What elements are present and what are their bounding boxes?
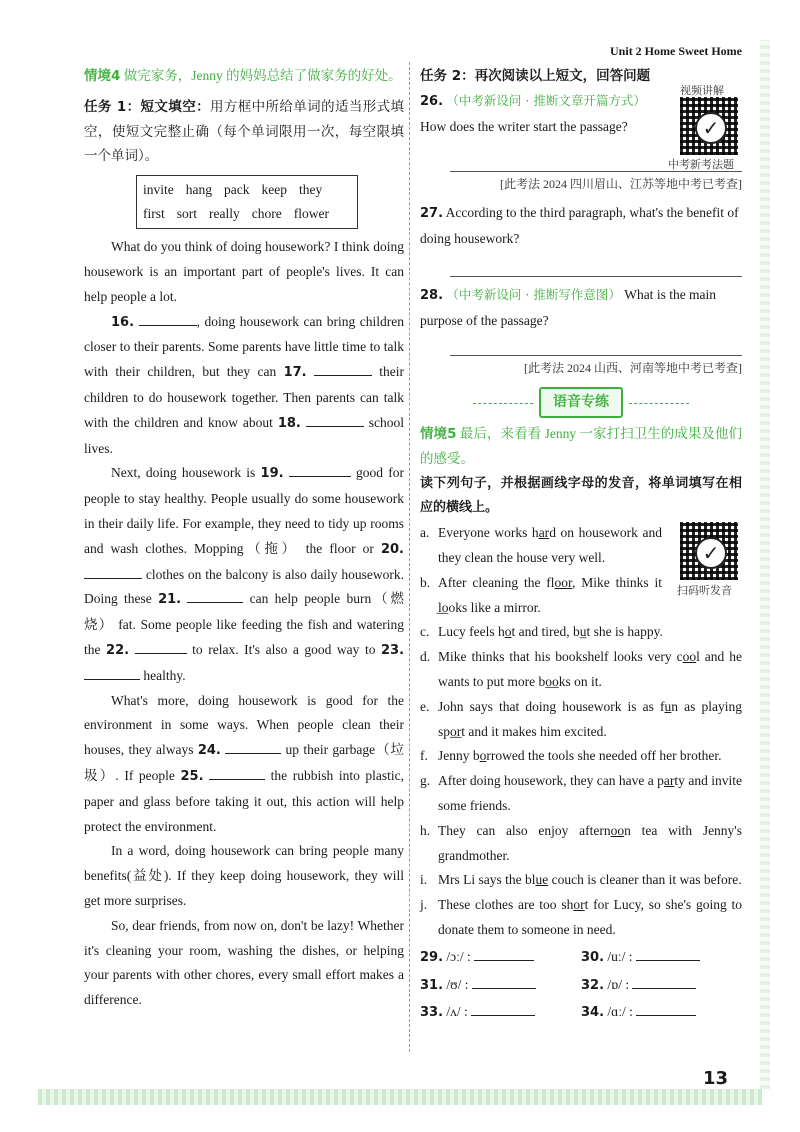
paragraph-text: clothes on the balcony is also daily housework. Doing these	[84, 566, 405, 607]
sentence-letter: h.	[420, 822, 431, 838]
sentence-part: couch is cleaner than it was before.	[548, 872, 742, 888]
check-icon: ✓	[695, 537, 727, 569]
answer-line-27[interactable]	[450, 266, 742, 277]
phonetic-symbol: /ɒ/ :	[607, 976, 630, 992]
sentence-item	[420, 744, 742, 769]
answer-number: 30.	[581, 949, 605, 965]
word: invite	[143, 182, 174, 198]
answer-number: 34.	[581, 1005, 605, 1021]
answer-number: 31.	[420, 977, 444, 993]
blank-number-16: 16.	[111, 314, 135, 330]
sentence-text	[438, 893, 742, 943]
word: chore	[251, 206, 282, 222]
sentence-part: Everyone works h	[438, 525, 539, 541]
underlined-letters: ar	[663, 773, 675, 789]
sentence-item	[420, 868, 742, 893]
sentence-part: Mrs Li says the bl	[438, 872, 536, 888]
blank-number-18: 18.	[277, 415, 301, 431]
blank-19[interactable]	[289, 462, 351, 477]
sentence-part: l and he wants to put more bo̲o̲ks on it.	[438, 649, 742, 689]
answer-blank[interactable]	[471, 1001, 535, 1016]
sentence-letter: e.	[420, 698, 430, 714]
sentence-part: t and tired, bu̲t she is happy.	[511, 624, 663, 640]
sentence-part: John says that doing housework is as f	[438, 698, 665, 714]
qr-code-audio[interactable]	[680, 522, 738, 580]
answer-number: 33.	[420, 1005, 444, 1021]
sentence-part: ty and invite some friends.	[438, 773, 742, 813]
context-4	[84, 64, 404, 89]
phonetic-symbol: /ʌ/ :	[446, 1004, 468, 1020]
word: flower	[293, 206, 329, 222]
word: sort	[176, 206, 197, 222]
blank-25[interactable]	[209, 765, 265, 780]
answer-blank[interactable]	[636, 1001, 696, 1016]
sentence-item	[420, 769, 742, 819]
underlined-letters: oo	[682, 649, 697, 665]
exam-note-2: [此考法 2024 山西、河南等地中考已考查]	[524, 361, 742, 376]
blank-18[interactable]	[306, 412, 364, 427]
word-row-1	[143, 178, 351, 202]
answer-line-28[interactable]	[450, 345, 742, 356]
blank-16[interactable]	[139, 311, 197, 326]
task-1	[84, 95, 404, 169]
decorative-side-bar	[760, 40, 770, 1089]
paragraph-text: good for people to stay healthy. People usually do some housework in their daily life. For example, they need to tidy up rooms and wash clothes. Mopping（拖） the floor or	[84, 465, 405, 556]
sentence-part: They can also enjoy aftern	[438, 822, 611, 838]
sentence-part: Jenny b	[438, 748, 480, 764]
sentence-letter: a.	[420, 525, 430, 541]
underlined-letters: o	[479, 748, 487, 764]
unit-header: Unit 2 Home Sweet Home	[610, 44, 742, 58]
blank-number-23: 23.	[381, 642, 405, 658]
answer-33	[420, 1000, 581, 1026]
sentence-item	[420, 620, 742, 645]
word: keep	[261, 182, 287, 198]
left-column	[84, 64, 404, 1013]
sentence-text	[438, 695, 742, 745]
sentence-part: These clothes are too sh	[438, 897, 574, 913]
sentence-part: t for Lucy, so she's going to donate them to someone in need.	[438, 897, 742, 937]
sentence-part: After doing housework, they can have a p	[438, 773, 664, 789]
answer-grid	[420, 945, 742, 1026]
underlined-letters: oo	[610, 822, 625, 838]
blank-21[interactable]	[187, 588, 243, 603]
underlined-letters: ar	[538, 525, 550, 541]
context-4-text: 做完家务，Jenny 的妈妈总结了做家务的好处。	[123, 68, 402, 83]
task-1-label: 任务 1：短文填空：	[84, 98, 210, 115]
underlined-letters: o	[504, 624, 512, 640]
sentence-text	[438, 769, 742, 819]
question-text: What is the main purpose of the passage?	[420, 286, 717, 328]
check-icon: ✓	[695, 112, 727, 144]
paragraph-4	[84, 689, 404, 840]
page-number: 13	[702, 1068, 728, 1089]
sentence-text	[438, 819, 742, 869]
question-tag: （中考新设问 · 推断写作意图）	[446, 286, 621, 302]
blank-number-20: 20.	[380, 541, 404, 557]
answer-blank[interactable]	[472, 974, 536, 989]
context-5-text: 最后，来看看 Jenny 一家打扫卫生的成果及他们的感受。	[420, 425, 742, 466]
word: pack	[224, 182, 250, 198]
answer-number: 29.	[420, 949, 444, 965]
sentence-part: rrowed the tools she needed off her brother.	[486, 748, 722, 764]
sentence-text	[438, 868, 742, 893]
word: first	[143, 206, 165, 222]
question-text: According to the third paragraph, what's the benefit of doing housework?	[420, 205, 739, 246]
question-28	[420, 283, 742, 334]
blank-22[interactable]	[135, 639, 187, 654]
paragraph-1: What do you think of doing housework? I think doing housework is an important part of people's lives. It can help people a lot.	[84, 239, 404, 304]
paragraph-text: to relax. It's also a good way to	[192, 641, 376, 657]
answer-29	[420, 945, 581, 971]
sentence-text	[438, 744, 742, 769]
sentence-letter: b.	[420, 574, 431, 590]
paragraph-text: the rubbish into plastic, paper and glass before taking it out, this action will help protect the environment.	[84, 767, 405, 834]
answer-31	[420, 973, 581, 999]
answer-blank[interactable]	[632, 974, 696, 989]
blank-24[interactable]	[225, 739, 281, 754]
word-box	[136, 175, 358, 229]
paragraph-text: healthy.	[143, 667, 186, 683]
answer-row	[420, 1000, 742, 1026]
context-5-label: 情境5	[420, 425, 457, 442]
phonetic-symbol: /ʊ/ :	[446, 976, 469, 992]
sentence-letter: d.	[420, 649, 431, 665]
section-title	[420, 387, 742, 418]
word: really	[209, 206, 240, 222]
underlined-letters: oor	[554, 574, 573, 590]
paragraph-6: So, dear friends, from now on, don't be lazy! Whether it's cleaning your room, washing the dishes, or helping your parents with other chores, every small effort makes a difference.	[84, 917, 404, 1008]
question-number: 26.	[420, 93, 444, 109]
answer-row	[420, 945, 742, 971]
sentence-text	[438, 645, 742, 695]
sentence-item	[420, 695, 742, 745]
paragraph-3	[84, 461, 404, 688]
sentence-part: After cleaning the fl	[438, 574, 555, 590]
qr-audio-label: 扫码听发音	[677, 584, 732, 597]
sentence-text	[438, 521, 662, 571]
blank-17[interactable]	[314, 361, 372, 376]
paragraph-text: school lives.	[84, 414, 404, 456]
qr-exam-label: 中考新考法题	[668, 158, 734, 171]
paragraph-text: Next, doing housework is	[111, 465, 256, 481]
word: hang	[185, 182, 212, 198]
blank-number-24: 24.	[197, 743, 221, 759]
blank-23[interactable]	[84, 665, 140, 680]
column-divider	[409, 62, 410, 1052]
sentence-part: n as playing spo̲r̲t and it makes him excited.	[438, 698, 742, 739]
paragraph-text: up their garbage（垃圾）. If people	[84, 742, 405, 783]
answer-30	[581, 945, 742, 971]
qr-code-video[interactable]	[680, 97, 738, 155]
sentence-part: Lucy feels h	[438, 624, 505, 640]
phonetic-symbol: /uː/ :	[607, 948, 633, 964]
answer-blank[interactable]	[474, 946, 534, 961]
exam-note-1: [此考法 2024 四川眉山、江苏等地中考已考查]	[500, 177, 742, 192]
answer-32	[581, 973, 742, 999]
sentence-letter: c.	[420, 624, 430, 640]
question-27	[420, 201, 742, 252]
answer-34	[581, 1000, 742, 1026]
sentence-text	[438, 620, 742, 645]
context-4-label: 情境4	[84, 68, 121, 84]
paragraph-5: In a word, doing housework can bring people many benefits(益处). If they keep doing housework, they will get more surprises.	[84, 843, 404, 908]
underlined-letters: or	[573, 897, 585, 913]
instruction: 读下列句子，并根据画线字母的发音，将单词填写在相应的横线上。	[420, 475, 742, 516]
question-number: 28.	[420, 287, 444, 303]
sentence-item	[420, 819, 742, 869]
blank-number-25: 25.	[180, 768, 204, 784]
sentence-item	[420, 893, 742, 943]
sentence-letter: f.	[420, 748, 428, 764]
paragraph-text: What's more, doing housework is good for the environment in some ways. When people clean their houses, they always	[84, 692, 404, 758]
blank-number-22: 22.	[106, 642, 130, 658]
task-2: 任务 2：再次阅读以上短文，回答问题	[420, 68, 651, 84]
qr-video-label: 视频讲解	[680, 84, 724, 97]
blank-number-21: 21.	[158, 592, 182, 608]
blank-number-19: 19.	[260, 466, 284, 482]
sentence-letter: g.	[420, 773, 431, 789]
answer-row	[420, 973, 742, 999]
blank-number-17: 17.	[283, 365, 307, 381]
blank-20[interactable]	[84, 564, 142, 579]
question-tag: （中考新设问 · 推断文章开篇方式）	[446, 92, 646, 108]
sentence-part: n tea with Jenny's grandmother.	[438, 822, 742, 863]
word-row-2	[143, 202, 351, 226]
word: they	[298, 182, 323, 198]
context-5	[420, 422, 742, 472]
underlined-letters: u	[664, 698, 672, 714]
section-title-text: 语音专练	[539, 387, 623, 418]
question-number: 27.	[420, 206, 444, 222]
answer-blank[interactable]	[636, 946, 700, 961]
phonetic-symbol: /ɔː/ :	[446, 948, 471, 964]
question-text: How does the writer start the passage?	[420, 118, 628, 134]
paragraph-2	[84, 310, 404, 462]
sentence-part: Mike thinks that his bookshelf looks very c	[438, 649, 683, 665]
paragraph-text: , doing housework can bring children closer to their parents. Some parents have little time to talk with their children, but they can	[84, 313, 405, 380]
sentence-letter: j.	[420, 897, 428, 913]
sentence-item	[420, 645, 742, 695]
paragraph-text: can help people burn（燃烧） fat. Some people like feeding the fish and watering the	[84, 591, 405, 657]
decorative-footer-bar	[38, 1089, 762, 1105]
underlined-letters: ue	[535, 872, 549, 888]
paragraph-text: their children to do housework together. Then parents can talk with the children and know about	[84, 364, 405, 430]
sentence-part: d on housework and they clean the house very well.	[438, 525, 662, 565]
sentence-part: , Mike thinks it l̲o̲oks like a mirror.	[438, 574, 662, 615]
phonetic-symbol: /ɑː/ :	[607, 1004, 633, 1020]
sentence-text	[438, 571, 662, 621]
sentence-letter: i.	[420, 872, 428, 888]
task-1-text: 用方框中所给单词的适当形式填空，使短文完整止确（每个单词限用一次，每空限填一个单词）。	[84, 98, 405, 164]
answer-number: 32.	[581, 977, 605, 993]
